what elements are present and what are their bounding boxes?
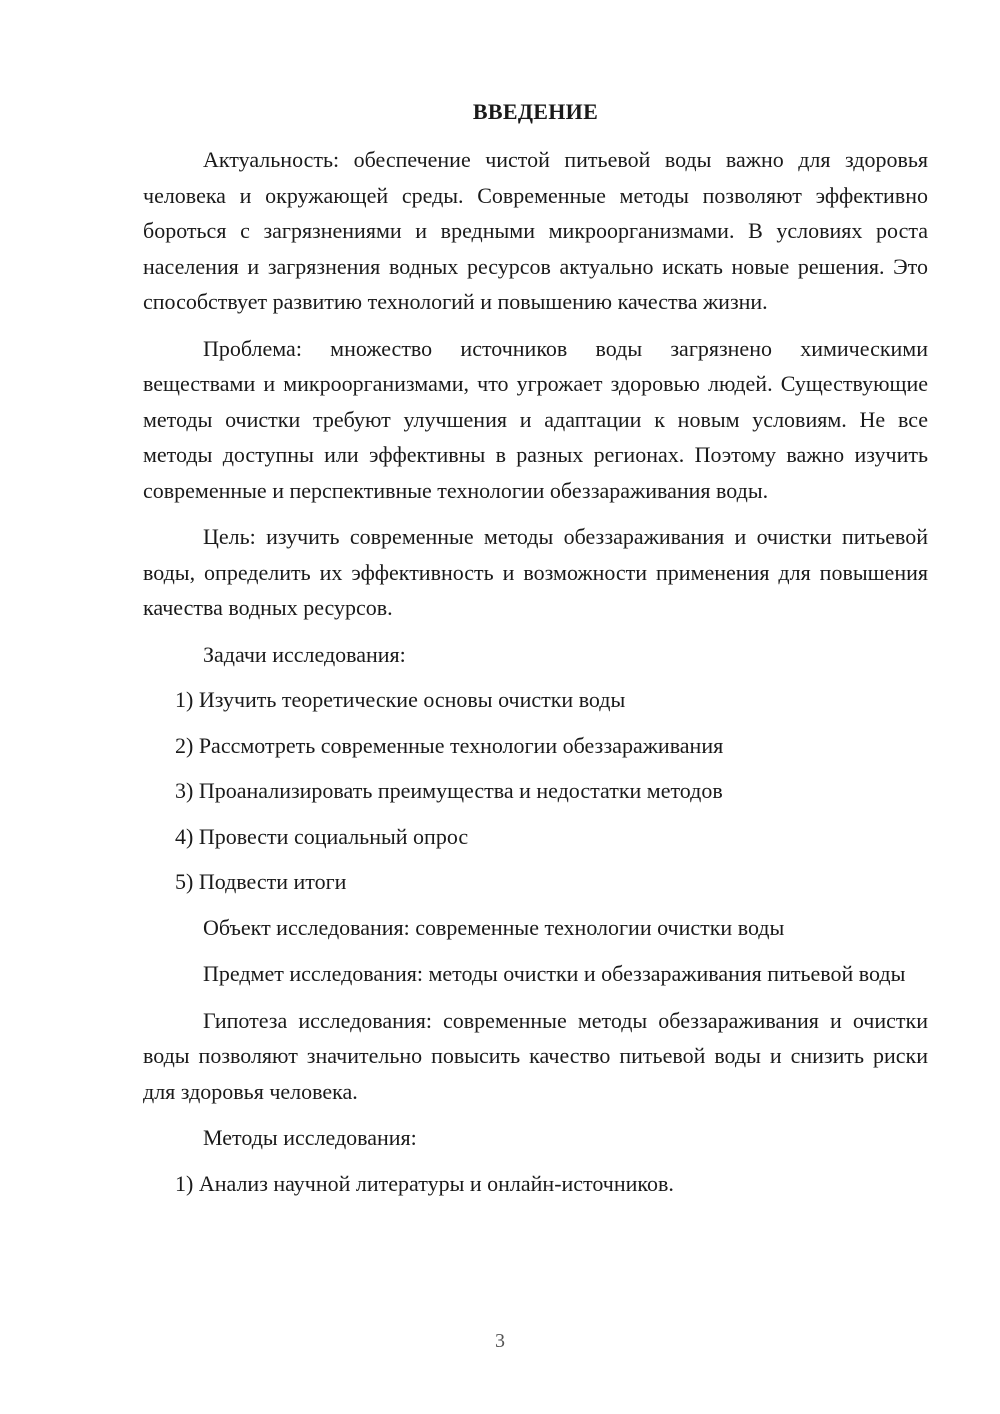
list-item: 1) Анализ научной литературы и онлайн-источников.	[175, 1170, 674, 1196]
subject-paragraph: Предмет исследования: методы очистки и обеззараживания питьевой воды	[203, 961, 906, 986]
page-content	[143, 94, 928, 1211]
tasks-list	[143, 682, 928, 900]
goal-paragraph: Цель: изучить современные методы обеззараживания и очистки питьевой воды, определить их эффективность и возможности применения для повышения качества водных ресурсов.	[143, 524, 928, 620]
hypothesis-paragraph: Гипотеза исследования: современные методы обеззараживания и очистки воды позволяют значительно повысить качество питьевой воды и снизить риски для здоровья человека.	[143, 1007, 928, 1104]
relevance-paragraph: Актуальность: обеспечение чистой питьевой воды важно для здоровья человека и окружающей среды. Современные методы позволяют эффективно бороться с загрязнениями и вредными микроорганизмами. В условиях роста населения и загрязнения водных ресурсов актуально искать новые решения. Это способствует развитию технологий и повышению качества жизни.	[143, 147, 928, 314]
object-paragraph: Объект исследования: современные технологии очистки воды	[203, 914, 785, 940]
page-number: 3	[495, 1330, 505, 1352]
list-item: 3) Проанализировать преимущества и недостатки методов	[175, 778, 723, 803]
list-item: 4) Провести социальный опрос	[175, 823, 469, 849]
section-heading: ВВЕДЕНИЕ	[472, 99, 599, 124]
problem-paragraph: Проблема: множество источников воды загрязнено химическими веществами и микроорганизмами, что угрожает здоровью людей. Существующие методы очистки требуют улучшения и адаптации к новым условиям. Не все методы доступны или эффективны в разных регионах. Поэтому важно изучить современные и перспективные технологии обеззараживания воды.	[143, 335, 928, 503]
tasks-label: Задачи исследования:	[203, 641, 406, 667]
list-item: 5) Подвести итоги	[175, 869, 347, 894]
list-item: 1) Изучить теоретические основы очистки воды	[175, 687, 626, 712]
list-item: 2) Рассмотреть современные технологии обеззараживания	[175, 732, 724, 758]
methods-label: Методы исследования:	[203, 1125, 417, 1150]
methods-list	[143, 1166, 928, 1202]
